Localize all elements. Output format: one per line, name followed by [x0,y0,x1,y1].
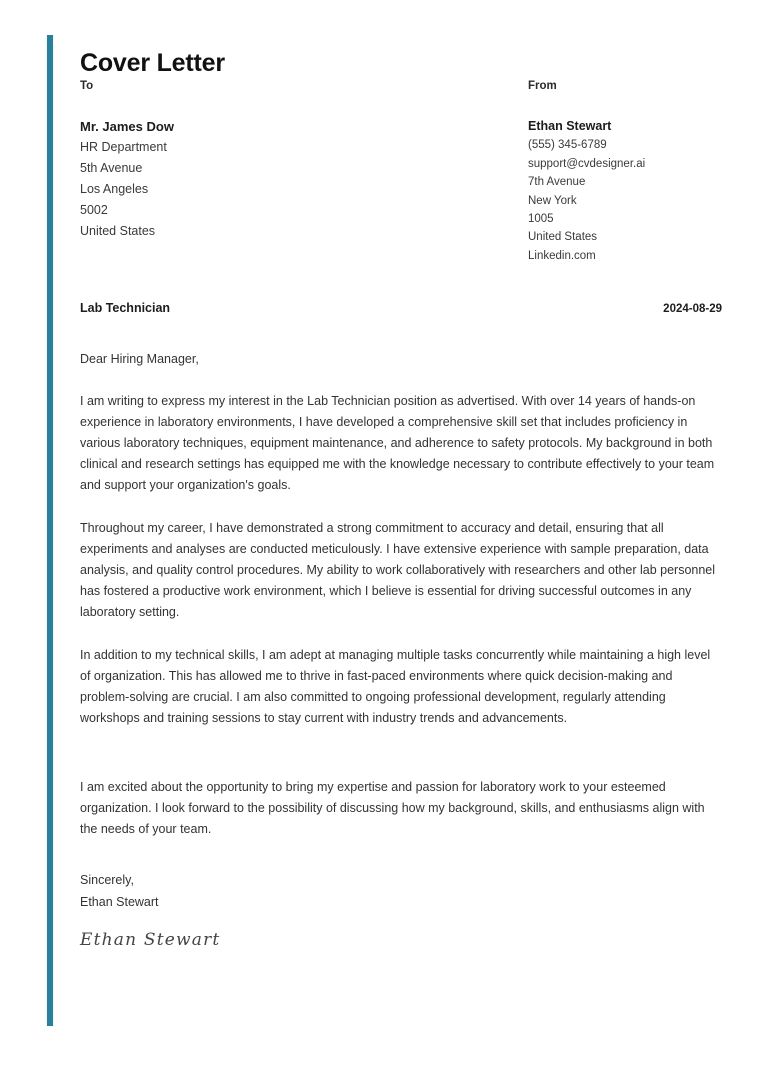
sender-block [528,78,722,265]
closing-name: Ethan Stewart [80,894,159,909]
sender-name: Ethan Stewart [528,119,612,134]
body-paragraph: Throughout my career, I have demonstrated a strong commitment to accuracy and detail, ensuring that all experiments and analyses are conducted meticulously. I have extensive experience with sample preparation, data analysis, and quality control procedures. My ability to work collaboratively with researchers and other lab personnel has fostered a productive work environment, which I believe is essential for driving successful outcomes in any laboratory setting. [80,521,716,620]
body-paragraph: I am writing to express my interest in the Lab Technician position as advertised. With over 14 years of hands-on experience in laboratory environments, I have developed a comprehensive skill set that includes proficiency in various laboratory techniques, equipment maintenance, and adherence to safety protocols. My background in both clinical and research settings has equipped me with the knowledge necessary to contribute effectively to your team and support your organization's goals. [80,394,715,493]
left-accent-bar [47,35,53,1026]
sender-line: United States [528,231,598,244]
letter-body [80,349,722,953]
sender-line: 7th Avenue [528,176,586,189]
recipient-line: HR Department [80,140,167,155]
recipient-block [80,78,528,265]
body-paragraph: I am excited about the opportunity to bring my expertise and passion for laboratory work to your esteemed organization. I look forward to the possibility of discussing how my background, skills, and enthusiasms align with the needs of your team. [80,780,705,837]
position-title: Lab Technician [80,301,171,316]
recipient-line: 5th Avenue [80,161,143,176]
recipient-line: Los Angeles [80,182,149,197]
closing-block [80,870,722,913]
letter-date: 2024-08-29 [663,303,722,316]
recipient-label: To [80,80,94,92]
subject-row [80,301,722,315]
recipient-line: United States [80,224,156,239]
page-title: Cover Letter [80,49,225,77]
sender-website: Linkedin.com [528,249,596,262]
closing-word: Sincerely, [80,873,134,888]
sender-label: From [528,80,557,92]
document-content [80,35,722,953]
signature: Ethan Stewart [80,930,221,951]
sender-line: 1005 [528,212,554,225]
sender-line: New York [528,194,577,207]
body-paragraph: In addition to my technical skills, I am adept at managing multiple tasks concurrently while maintaining a high level of organization. This has allowed me to thrive in fast-paced environments where quick decision-making and problem-solving are crucial. I am also committed to ongoing professional development, regularly attending workshops and training sessions to stay current with industry trends and advancements. [80,648,711,726]
recipient-line: 5002 [80,203,108,218]
address-row [80,78,722,265]
sender-email: support@cvdesigner.ai [528,157,646,170]
sender-phone: (555) 345-6789 [528,139,607,152]
recipient-name: Mr. James Dow [80,119,174,135]
salutation: Dear Hiring Manager, [80,352,199,367]
